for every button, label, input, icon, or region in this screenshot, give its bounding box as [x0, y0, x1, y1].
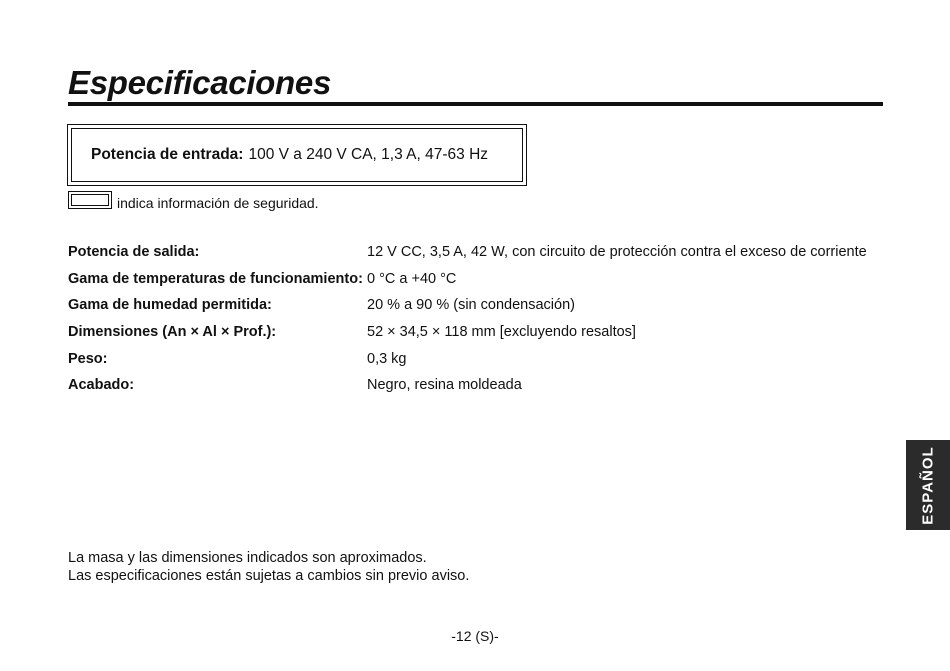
spec-value: 52 × 34,5 × 118 mm [excluyendo resaltos] — [367, 324, 636, 341]
footnotes — [68, 549, 469, 585]
spec-value: 0 °C a +40 °C — [367, 270, 457, 287]
footnote-line: Las especificaciones están sujetas a cambios sin previo aviso. — [68, 568, 470, 584]
spec-label: Gama de temperaturas de funcionamiento: — [68, 270, 363, 287]
language-tab-label: ESPAÑOL — [919, 445, 937, 525]
spec-label: Acabado: — [68, 377, 135, 394]
spec-row — [68, 345, 867, 372]
spec-value: 0,3 kg — [367, 350, 407, 367]
spec-label: Dimensiones (An × Al × Prof.): — [68, 324, 277, 341]
power-input-label: Potencia de entrada: — [91, 146, 244, 163]
footnote-line: La masa y las dimensiones indicados son aproximados. — [68, 550, 427, 566]
spec-value: Negro, resina moldeada — [367, 377, 522, 394]
spec-row — [68, 319, 867, 346]
page-number: -12 (S)- — [451, 628, 499, 644]
spec-value: 12 V CC, 3,5 A, 42 W, con circuito de protección contra el exceso de corriente — [367, 244, 867, 261]
safety-legend-text: indica información de seguridad. — [117, 195, 319, 211]
safety-box-icon — [68, 191, 112, 209]
safety-box-icon-inner — [71, 194, 109, 206]
spec-row — [68, 372, 867, 399]
power-input-box-inner — [71, 128, 523, 182]
power-input-box — [67, 124, 527, 186]
page-title: Especificaciones — [68, 64, 332, 101]
language-tab — [906, 440, 950, 530]
spec-label: Peso: — [68, 350, 108, 367]
specifications-list — [68, 239, 867, 399]
spec-label: Gama de humedad permitida: — [68, 297, 272, 314]
spec-row — [68, 239, 867, 266]
power-input-value: 100 V a 240 V CA, 1,3 A, 47-63 Hz — [248, 146, 489, 163]
spec-value: 20 % a 90 % (sin condensación) — [367, 297, 575, 314]
title-underline — [68, 102, 883, 106]
safety-legend — [68, 193, 319, 211]
spec-row — [68, 266, 867, 293]
spec-label: Potencia de salida: — [68, 244, 200, 261]
spec-row — [68, 292, 867, 319]
